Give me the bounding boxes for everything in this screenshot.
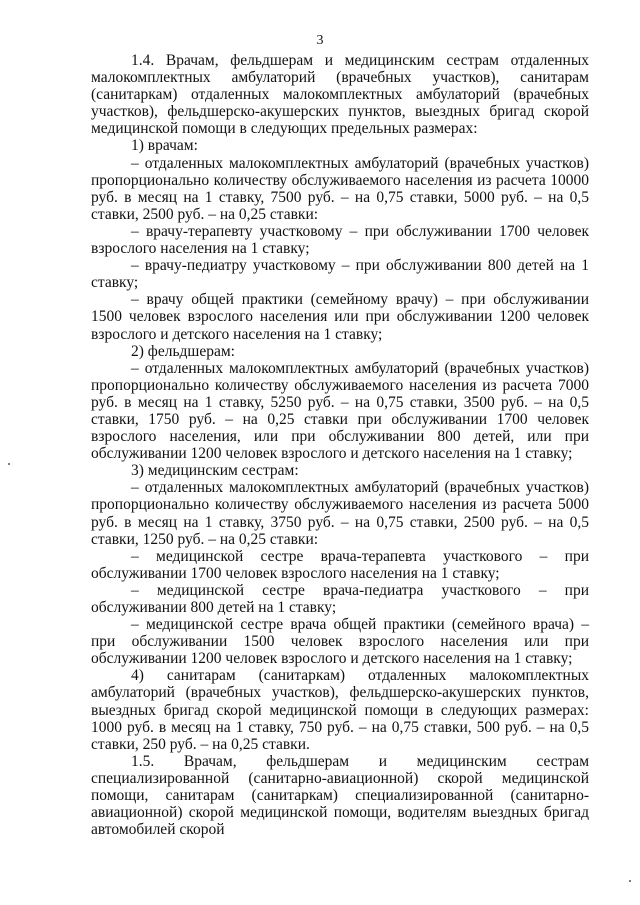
list-heading-doctors: 1) врачам: xyxy=(131,137,198,155)
page-number: 3 xyxy=(316,33,324,48)
paragraph-doctor-pediatrician: – врачу-педиатру участковому – при обслуживании 800 детей на 1 ставку; xyxy=(91,257,589,292)
paragraph-nurse-therapist: – медицинской сестре врача-терапевта участкового – при обслуживании 1700 человек взрослого населения на 1 ставку; xyxy=(91,547,589,582)
paragraph-doctors-remote: – отдаленных малокомплектных амбулаторий (врачебных участков) пропорционально количеству обслуживаемого населения из расчета 10000 руб. в месяц на 1 ставку, 7500 руб. – на 0,75 ставки, 5000 руб. – на 0,5 ставки, 2500 руб. – на 0,25 ставки: xyxy=(91,154,589,223)
paragraph-1-5: 1.5. Врачам, фельдшерам и медицинским сестрам специализированной (санитарно-авиационной) скорой медицинской помощи, санитарам (санитаркам) специализированной (санитарно-авиационной) скорой медицинской помощи, водителям выездных бригад автомобилей скорой xyxy=(91,752,589,839)
paragraph-doctor-therapist: – врачу-терапевту участковому – при обслуживании 1700 человек взрослого населения на 1 ставку; xyxy=(91,222,589,258)
scan-speck xyxy=(629,880,631,882)
paragraph-nurses-remote: – отдаленных малокомплектных амбулаторий (врачебных участков) пропорционально количеству обслуживаемого населения из расчета 5000 руб. в месяц на 1 ставку, 3750 руб. – на 0,75 ставки, 2500 руб. – на 0,5 ставки, 1250 руб. – на 0,25 ставки: xyxy=(91,479,589,548)
paragraph-nurse-general-practice: – медицинской сестре врача общей практики (семейного врача) – при обслуживании 1500 человек взрослого населения или при обслуживании 1200 человек взрослого и детского населения на 1 ставку; xyxy=(91,616,589,668)
document-body xyxy=(91,52,589,838)
paragraph-orderlies: 4) санитарам (санитаркам) отдаленных малокомплектных амбулаторий (врачебных участков), фельдшерско-акушерских пунктов, выездных бригад скорой медицинской помощи в следующих размерах: 1000 руб. в месяц на 1 ставку, 750 руб. – на 0,75 ставки, 500 руб. – на 0,5 ставки, 250 руб. – на 0,25 ставки. xyxy=(91,667,589,753)
list-heading-paramedics: 2) фельдшерам: xyxy=(131,342,235,360)
paragraph-paramedics-remote: – отдаленных малокомплектных амбулаторий (врачебных участков) пропорционально количеству обслуживаемого населения из расчета 7000 руб. в месяц на 1 ставку, 5250 руб. – на 0,75 ставки, 3500 руб. – на 0,5 ставки, 1750 руб. – на 0,25 ставки при обслуживании 1700 человек взрослого населения, или при обслуживании 800 детей, или при обслуживании 1200 человек взрослого и детского населения на 1 ставку; xyxy=(91,359,589,463)
paragraph-1-4: 1.4. Врачам, фельдшерам и медицинским сестрам отдаленных малокомплектных амбулаторий (врачебных участков), санитарам (санитаркам) отдаленных малокомплектных амбулаторий (врачебных участков), фельдшерско-акушерских пунктов, выездных бригад скорой медицинской помощи в следующих предельных размерах: xyxy=(91,52,589,138)
scan-speck xyxy=(8,463,10,465)
list-heading-nurses: 3) медицинским сестрам: xyxy=(131,462,299,480)
paragraph-nurse-pediatrician: – медицинской сестре врача-педиатра участкового – при обслуживании 800 детей на 1 ставку; xyxy=(91,581,589,616)
paragraph-doctor-general-practice: – врачу общей практики (семейному врачу) – при обслуживании 1500 человек взрослого населения или при обслуживании 1200 человек взрослого и детского населения на 1 ставку; xyxy=(91,291,589,343)
